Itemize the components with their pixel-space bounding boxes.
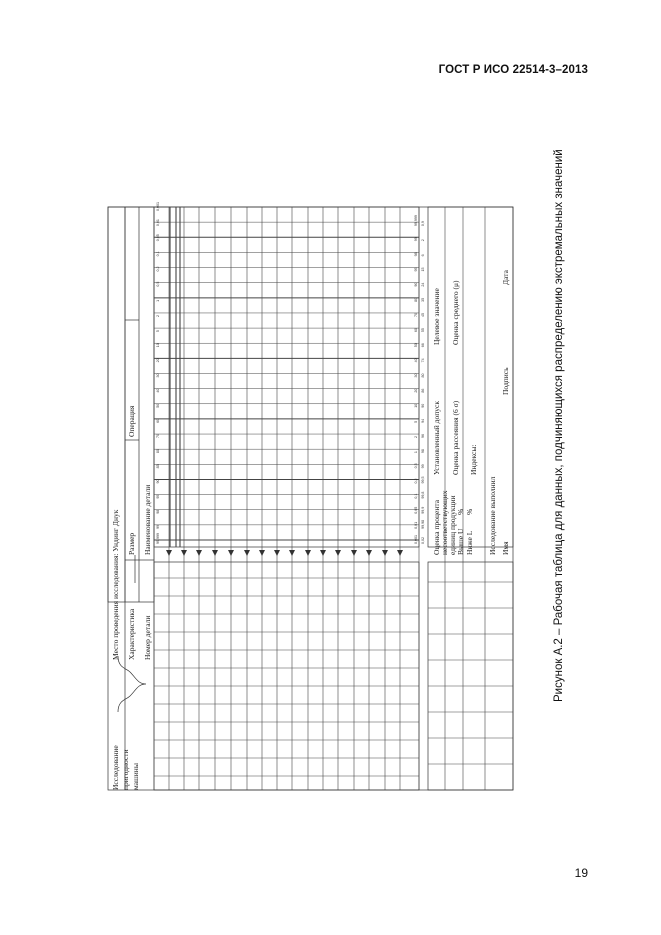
arrow-marker — [196, 550, 202, 556]
arrow-marker — [212, 550, 218, 556]
tick-label-right: 80 — [414, 297, 418, 302]
tick-label-right: 70 — [414, 312, 418, 317]
tick-label-left: 2 — [156, 314, 160, 317]
summary-name: Имя — [501, 541, 510, 555]
summary-group-estimate: Оценка процента — [432, 499, 441, 555]
summary-indices: Индексы: — [469, 444, 478, 475]
tick-label-left: 50 — [156, 403, 160, 408]
tick-label-left: 99,999 — [156, 533, 160, 544]
tick-label-right: 30 — [414, 373, 418, 378]
tick-label-alt: 2 — [421, 239, 425, 242]
summary-tolerance: Установленный допуск — [432, 401, 441, 475]
arrow-marker — [305, 550, 311, 556]
tick-label-left: 95 — [156, 494, 160, 499]
tick-label-left: 90 — [156, 479, 160, 484]
bell-curve-icon — [118, 656, 146, 712]
tick-label-left: 70 — [156, 434, 160, 439]
tick-label-alt: 15 — [421, 267, 425, 272]
form-title-line: Исследование — [111, 745, 120, 790]
field-location: Место проведения исследования: Ундинг Днук — [111, 509, 120, 660]
arrow-marker — [382, 550, 388, 556]
summary-dispersion-est: Оценка рассеяния (6 σ) — [451, 400, 460, 475]
summary-target: Целевое значение — [432, 288, 441, 345]
tick-label-alt: 99,98 — [421, 519, 425, 529]
tick-label-right: 0,01 — [414, 521, 418, 529]
arrow-marker — [259, 550, 265, 556]
tick-label-left: 30 — [156, 373, 160, 378]
tick-label-right: 99 — [414, 237, 418, 242]
field-characteristic: Характеристика — [127, 608, 136, 660]
arrow-marker — [366, 550, 372, 556]
field-part-name: Наименование детали — [143, 484, 152, 555]
tick-label-alt: 99 — [421, 464, 425, 469]
tick-label-alt: 99,9 — [421, 506, 425, 514]
tick-label-alt: 6 — [421, 254, 425, 257]
tick-label-left: 60 — [156, 418, 160, 423]
arrow-marker — [244, 550, 250, 556]
summary-grid — [428, 562, 513, 790]
probability-grid — [154, 207, 419, 547]
tick-label-alt: 99,8 — [421, 491, 425, 499]
tick-label-left: 98 — [156, 509, 160, 514]
tick-label-right: 95 — [414, 267, 418, 272]
document-header: ГОСТ Р ИСО 22514-3–2013 — [438, 64, 588, 76]
field-size: Размер — [127, 532, 136, 555]
tick-label-left: 10 — [156, 343, 160, 348]
tick-label-right: 0,2 — [414, 478, 418, 484]
summary-signature: Подпись — [501, 367, 510, 395]
summary-above-u: Выше U — [456, 528, 465, 555]
tick-label-right: 0,5 — [414, 463, 418, 469]
tick-label-alt: 80 — [421, 373, 425, 378]
tick-label-alt: 24 — [421, 282, 425, 287]
field-part-number: Номер детали — [143, 615, 152, 660]
arrow-marker — [397, 550, 403, 556]
tick-label-left: 1 — [156, 299, 160, 302]
form-title-line: машины — [131, 763, 140, 790]
tick-label-left: 0,1 — [156, 251, 160, 257]
field-operation: Операция — [127, 405, 136, 437]
tick-label-left: 80 — [156, 449, 160, 454]
summary-units: единиц продукции — [448, 495, 457, 555]
tick-label-left: 99 — [156, 524, 160, 529]
tick-label-right: 60 — [414, 328, 418, 333]
tick-label-right: 0,1 — [414, 493, 418, 499]
tick-label-left: 20 — [156, 358, 160, 363]
tick-label-right: 40 — [414, 358, 418, 363]
tick-label-alt: 96 — [421, 434, 425, 439]
tick-label-alt: 35 — [421, 297, 425, 302]
tick-label-left: 0,05 — [156, 234, 160, 242]
figure-caption: Рисунок А.2 – Рабочая таблица для данных, подчиняющихся распределению экстремальных значений — [553, 149, 565, 702]
page-number: 19 — [574, 866, 588, 880]
tick-label-right: 10 — [414, 403, 418, 408]
arrow-marker — [228, 550, 234, 556]
tick-label-alt: 0,02 — [421, 537, 425, 544]
arrow-marker — [320, 550, 326, 556]
tick-label-left: 0,5 — [156, 281, 160, 287]
summary-percent-lower: % — [465, 508, 474, 515]
arrow-marker — [274, 550, 280, 556]
tick-label-alt: 86 — [421, 388, 425, 393]
tick-label-right: 20 — [414, 388, 418, 393]
tick-label-left: 85 — [156, 464, 160, 469]
tick-label-right: 90 — [414, 282, 418, 287]
tick-label-left: 0,001 — [156, 202, 160, 211]
tick-label-right: 99,999 — [414, 215, 418, 227]
summary-below-l: Ниже L — [465, 530, 474, 555]
tick-label-left: 5 — [156, 330, 160, 333]
form-title-line: пригодности — [121, 749, 130, 790]
tick-label-alt: 0,9 — [421, 221, 425, 227]
summary-percent-upper: % — [456, 508, 465, 515]
tick-label-left: 0,01 — [156, 219, 160, 227]
tick-label-right: 98 — [414, 252, 418, 257]
arrow-marker — [166, 550, 172, 556]
summary-nonconforming: несоответствующих — [440, 490, 449, 555]
summary-date: Дата — [501, 270, 510, 285]
tick-label-alt: 74 — [421, 358, 425, 363]
tick-label-right: 2 — [414, 436, 418, 439]
tick-label-alt: 45 — [421, 312, 425, 317]
tick-label-alt: 90 — [421, 403, 425, 408]
summary-conducted-by: Исследование выполнил — [488, 476, 497, 555]
tick-label-alt: 98 — [421, 449, 425, 454]
tick-label-right: 1 — [414, 451, 418, 454]
tick-label-right: 50 — [414, 343, 418, 348]
tick-label-alt: 94 — [421, 418, 425, 423]
arrow-marker — [181, 550, 187, 556]
tick-label-alt: 99,5 — [421, 476, 425, 484]
tick-label-right: 5 — [414, 420, 418, 423]
arrow-marker — [351, 550, 357, 556]
tick-label-alt: 55 — [421, 328, 425, 333]
tick-label-right: 0,05 — [414, 506, 418, 514]
tick-label-right: 0,001 — [414, 535, 418, 544]
tick-label-left: 40 — [156, 388, 160, 393]
arrow-marker — [289, 550, 295, 556]
tick-label-alt: 66 — [421, 343, 425, 348]
tick-label-left: 0,2 — [156, 266, 160, 272]
summary-mean-est: Оценка среднего (μ) — [451, 280, 460, 345]
arrow-marker — [335, 550, 341, 556]
